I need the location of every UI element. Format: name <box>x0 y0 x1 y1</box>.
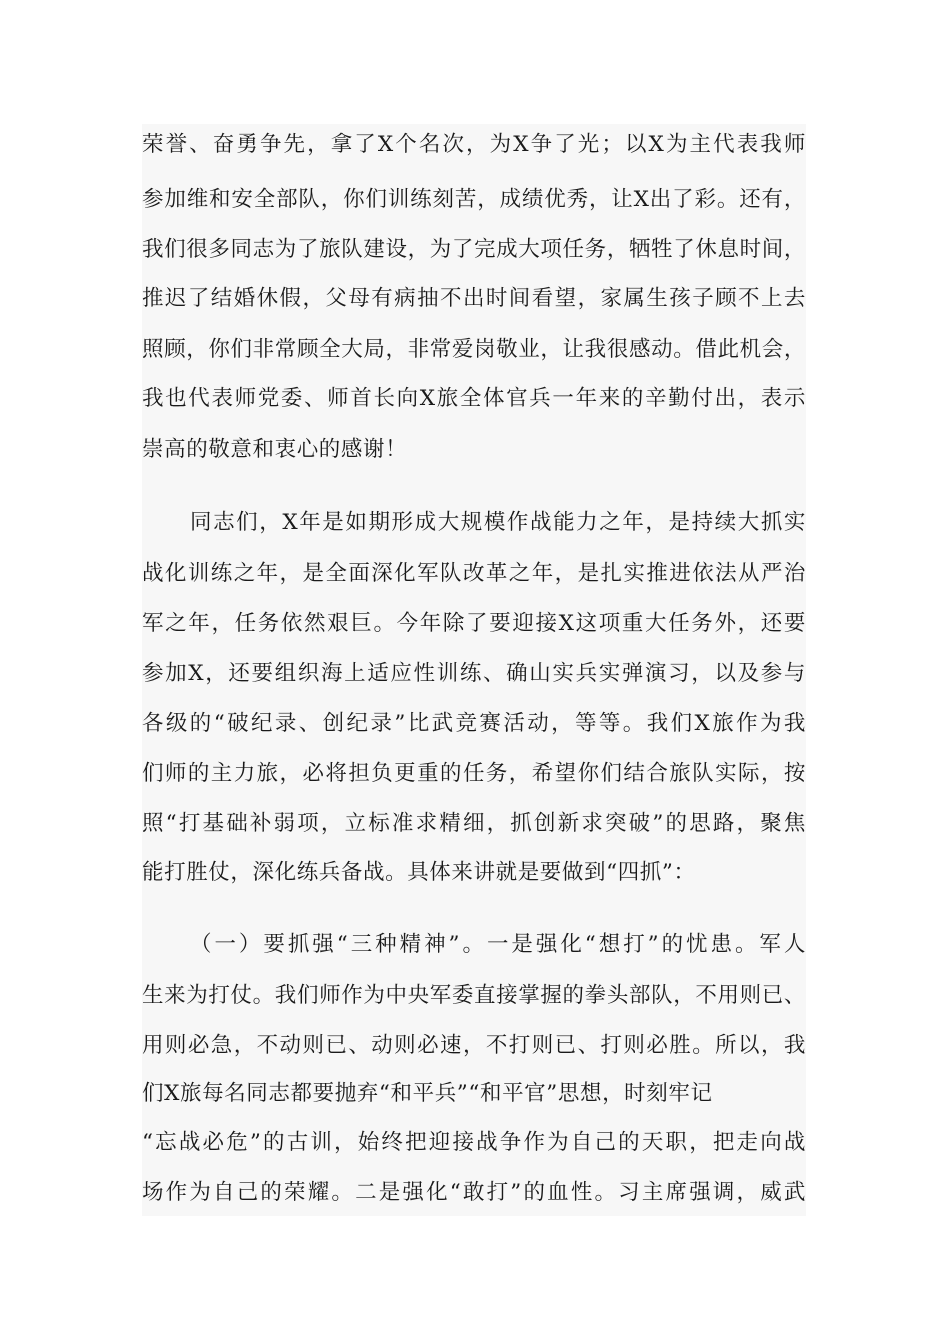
text-line: 场作为自己的荣耀。二是强化“敢打”的血性。习主席强调，威武 <box>142 1180 806 1205</box>
text-line: 参加X，还要组织海上适应性训练、确山实兵实弹演习，以及参与 <box>142 661 806 686</box>
text-line: 军之年，任务依然艰巨。今年除了要迎接X这项重大任务外，还要 <box>142 611 806 636</box>
text-line: 们师的主力旅，必将担负更重的任务，希望你们结合旅队实际，按 <box>142 761 806 786</box>
text-line: 我也代表师党委、师首长向X旅全体官兵一年来的辛勤付出，表示 <box>142 386 806 411</box>
paragraph-first-line: 同志们，X年是如期形成大规模作战能力之年，是持续大抓实 <box>190 510 806 535</box>
text-line: 能打胜仗，深化练兵备战。具体来讲就是要做到“四抓”： <box>142 860 696 885</box>
text-line: 荣誉、奋勇争先，拿了X个名次，为X争了光；以X为主代表我师 <box>142 132 806 157</box>
text-line: 推迟了结婚休假，父母有病抽不出时间看望，家属生孩子顾不上去 <box>142 286 806 311</box>
text-line: 们X旅每名同志都要抛弃“和平兵”“和平官”思想，时刻牢记 <box>142 1081 713 1106</box>
text-line: 战化训练之年，是全面深化军队改革之年，是扎实推进依法从严治 <box>142 561 806 586</box>
body-text <box>142 124 806 1216</box>
text-line: 参加维和安全部队，你们训练刻苦，成绩优秀，让X出了彩。还有， <box>142 187 806 212</box>
text-line: 用则必急，不动则已、动则必速，不打则已、打则必胜。所以，我 <box>142 1033 806 1058</box>
section-heading-line: （一）要抓强“三种精神”。一是强化“想打”的忧患。军人 <box>190 932 806 957</box>
text-line: 照“打基础补弱项，立标准求精细，抓创新求突破”的思路，聚焦 <box>142 811 806 836</box>
text-line: 我们很多同志为了旅队建设，为了完成大项任务，牺牲了休息时间， <box>142 237 806 262</box>
text-line: “忘战必危”的古训，始终把迎接战争作为自己的天职，把走向战 <box>142 1130 806 1155</box>
text-line: 各级的“破纪录、创纪录”比武竞赛活动，等等。我们X旅作为我 <box>142 711 806 736</box>
text-line: 照顾，你们非常顾全大局，非常爱岗敬业，让我很感动。借此机会， <box>142 337 806 362</box>
text-line: 生来为打仗。我们师作为中央军委直接掌握的拳头部队，不用则已、 <box>142 983 806 1008</box>
text-line: 崇高的敬意和衷心的感谢！ <box>142 437 408 462</box>
